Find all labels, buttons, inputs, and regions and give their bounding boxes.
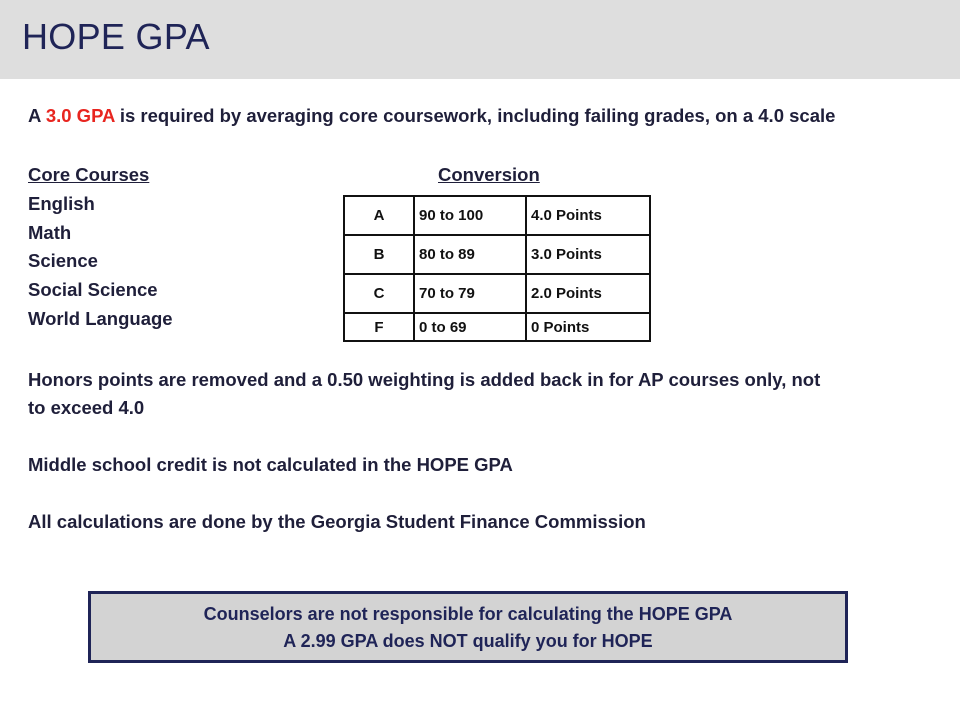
calculations-note: All calculations are done by the Georgia Student Finance Commission [28,511,646,532]
requirement-prefix: A [28,105,46,126]
course-social-science: Social Science [28,279,158,300]
page-title: HOPE GPA [22,16,210,57]
middle-school-note: Middle school credit is not calculated in the HOPE GPA [28,454,513,475]
grade-cell: F [344,313,414,341]
title-bar [0,0,960,79]
gpa-highlight: 3.0 GPA [45,105,115,126]
course-math: Math [28,222,72,243]
honors-note-line2: to exceed 4.0 [28,397,145,418]
range-cell: 70 to 79 [414,274,526,313]
grade-cell: A [344,196,414,235]
range-cell: 90 to 100 [414,196,526,235]
grade-cell: B [344,235,414,274]
requirement-suffix: is required by averaging core coursework, including failing grades, on a 4.0 scale [114,105,836,126]
requirement-text [28,102,835,130]
course-science: Science [28,250,98,271]
table-row [344,235,650,274]
table-row [344,274,650,313]
honors-note-line1: Honors points are removed and a 0.50 weighting is added back in for AP courses only, not [28,369,821,390]
counselor-notice-box [88,591,848,663]
notice-line1: Counselors are not responsible for calculating the HOPE GPA [203,604,733,624]
grade-conversion-table [343,195,651,342]
table-row [344,196,650,235]
course-world-language: World Language [28,308,173,329]
core-courses-heading: Core Courses [28,164,150,185]
course-english: English [28,193,95,214]
points-cell: 2.0 Points [526,274,650,313]
notice-line2: A 2.99 GPA does NOT qualify you for HOPE [283,631,653,651]
conversion-heading: Conversion [438,164,540,185]
range-cell: 0 to 69 [414,313,526,341]
grade-cell: C [344,274,414,313]
points-cell: 3.0 Points [526,235,650,274]
points-cell: 4.0 Points [526,196,650,235]
table-row [344,313,650,341]
points-cell: 0 Points [526,313,650,341]
range-cell: 80 to 89 [414,235,526,274]
